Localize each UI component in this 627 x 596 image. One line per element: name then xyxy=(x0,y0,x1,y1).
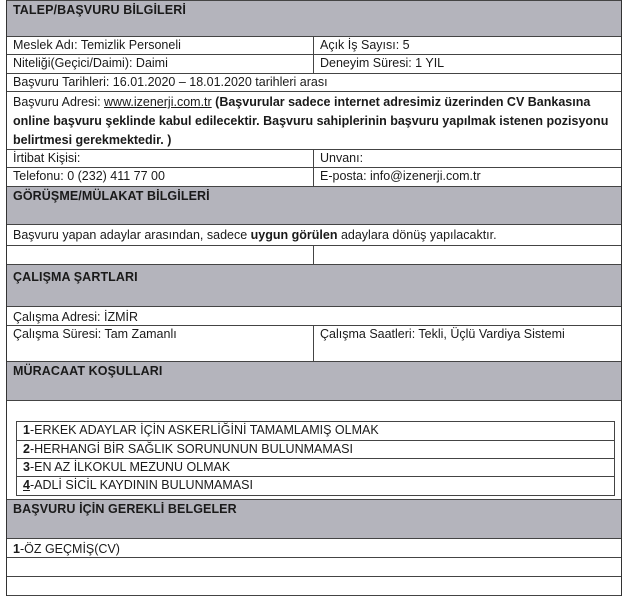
empty-cell xyxy=(7,577,621,595)
section-title: ÇALIŞMA ŞARTLARI xyxy=(13,270,138,284)
telefon-field: Telefonu: 0 (232) 411 77 00 xyxy=(7,168,314,186)
nitelik-field: Niteliği(Geçici/Daimi): Daimi xyxy=(7,55,314,73)
table-row xyxy=(7,225,621,246)
basvuru-adresi-field xyxy=(7,92,621,149)
calisma-adresi-field: Çalışma Adresi: İZMİR xyxy=(13,310,139,324)
empty-cell xyxy=(314,246,621,264)
note-bold: uygun görülen xyxy=(250,228,338,242)
item-text: -ADLİ SİCİL KAYDININ BULUNMAMASI xyxy=(29,478,253,492)
job-posting-document xyxy=(6,0,622,596)
empty-cell xyxy=(7,558,621,576)
meslek-field: Meslek Adı: Temizlik Personeli xyxy=(7,37,314,54)
item-text: -ÖZ GEÇMİŞ(CV) xyxy=(19,542,120,556)
section-title: GÖRÜŞME/MÜLAKAT BİLGİLERİ xyxy=(13,189,210,203)
condition-item xyxy=(17,477,614,496)
table-row xyxy=(7,150,621,168)
document-item xyxy=(7,539,621,558)
table-row-empty xyxy=(7,558,621,577)
item-number: 1 xyxy=(13,542,20,556)
item-number: 2 xyxy=(23,442,30,456)
table-row xyxy=(7,326,621,361)
section-header-belgeler xyxy=(7,499,621,539)
note-text: Başvuru yapan adaylar arasından, sadece xyxy=(13,228,251,242)
empty-cell xyxy=(7,246,314,264)
adres-label: Başvuru Adresi: xyxy=(13,95,105,109)
table-row xyxy=(7,92,621,150)
deneyim-field: Deneyim Süresi: 1 YIL xyxy=(320,56,445,70)
table-row-empty xyxy=(7,577,621,596)
adres-note: (Başvurular sadece internet adresimiz üzerinden CV Bankasına online başvuru şeklinde kabul edilecektir. Başvuru sahiplerinin başvuru yapılmak istenen pozisyonu belirtmesi gerekmektedir. ) xyxy=(13,95,609,147)
section-header-talep xyxy=(7,0,621,37)
table-row-empty xyxy=(7,246,621,264)
item-number: 4 xyxy=(23,478,30,492)
section-header-gorusme xyxy=(7,186,621,225)
acik-is-field: Açık İş Sayısı: 5 xyxy=(320,38,410,52)
table-row xyxy=(7,74,621,92)
eposta-field: E-posta: info@izenerji.com.tr xyxy=(320,169,481,183)
condition-item xyxy=(17,459,614,477)
table-row xyxy=(7,37,621,55)
item-text: -ERKEK ADAYLAR İÇİN ASKERLİĞİNİ TAMAMLAMIŞ OLMAK xyxy=(29,423,379,437)
item-text: -HERHANGİ BİR SAĞLIK SORUNUNUN BULUNMAMASI xyxy=(29,442,353,456)
table-row xyxy=(7,168,621,186)
calisma-suresi-field: Çalışma Süresi: Tam Zamanlı xyxy=(7,326,314,361)
irtibat-field: İrtibat Kişisi: xyxy=(7,150,314,167)
calisma-saatleri-field: Çalışma Saatleri: Tekli, Üçlü Vardiya Sistemi xyxy=(320,327,565,341)
gorusme-note xyxy=(7,225,621,245)
table-row xyxy=(7,55,621,74)
item-text: -EN AZ İLKOKUL MEZUNU OLMAK xyxy=(29,460,231,474)
condition-item xyxy=(17,441,614,459)
section-title: MÜRACAAT KOŞULLARI xyxy=(13,364,163,378)
website-link[interactable]: www.izenerji.com.tr xyxy=(104,95,212,109)
item-number: 1 xyxy=(23,423,30,437)
item-number: 3 xyxy=(23,460,30,474)
unvan-field: Unvanı: xyxy=(320,151,364,165)
conditions-table xyxy=(16,421,615,496)
note-text: adaylara dönüş yapılacaktır. xyxy=(337,228,497,242)
section-title: BAŞVURU İÇİN GEREKLİ BELGELER xyxy=(13,502,237,516)
section-title: TALEP/BAŞVURU BİLGİLERİ xyxy=(13,3,186,17)
condition-item xyxy=(17,422,614,441)
tarihler-field: Başvuru Tarihleri: 16.01.2020 – 18.01.2020 tarihleri arası xyxy=(13,75,328,89)
section-header-calisma xyxy=(7,264,621,307)
section-header-muracaat xyxy=(7,361,621,401)
table-row xyxy=(7,307,621,326)
